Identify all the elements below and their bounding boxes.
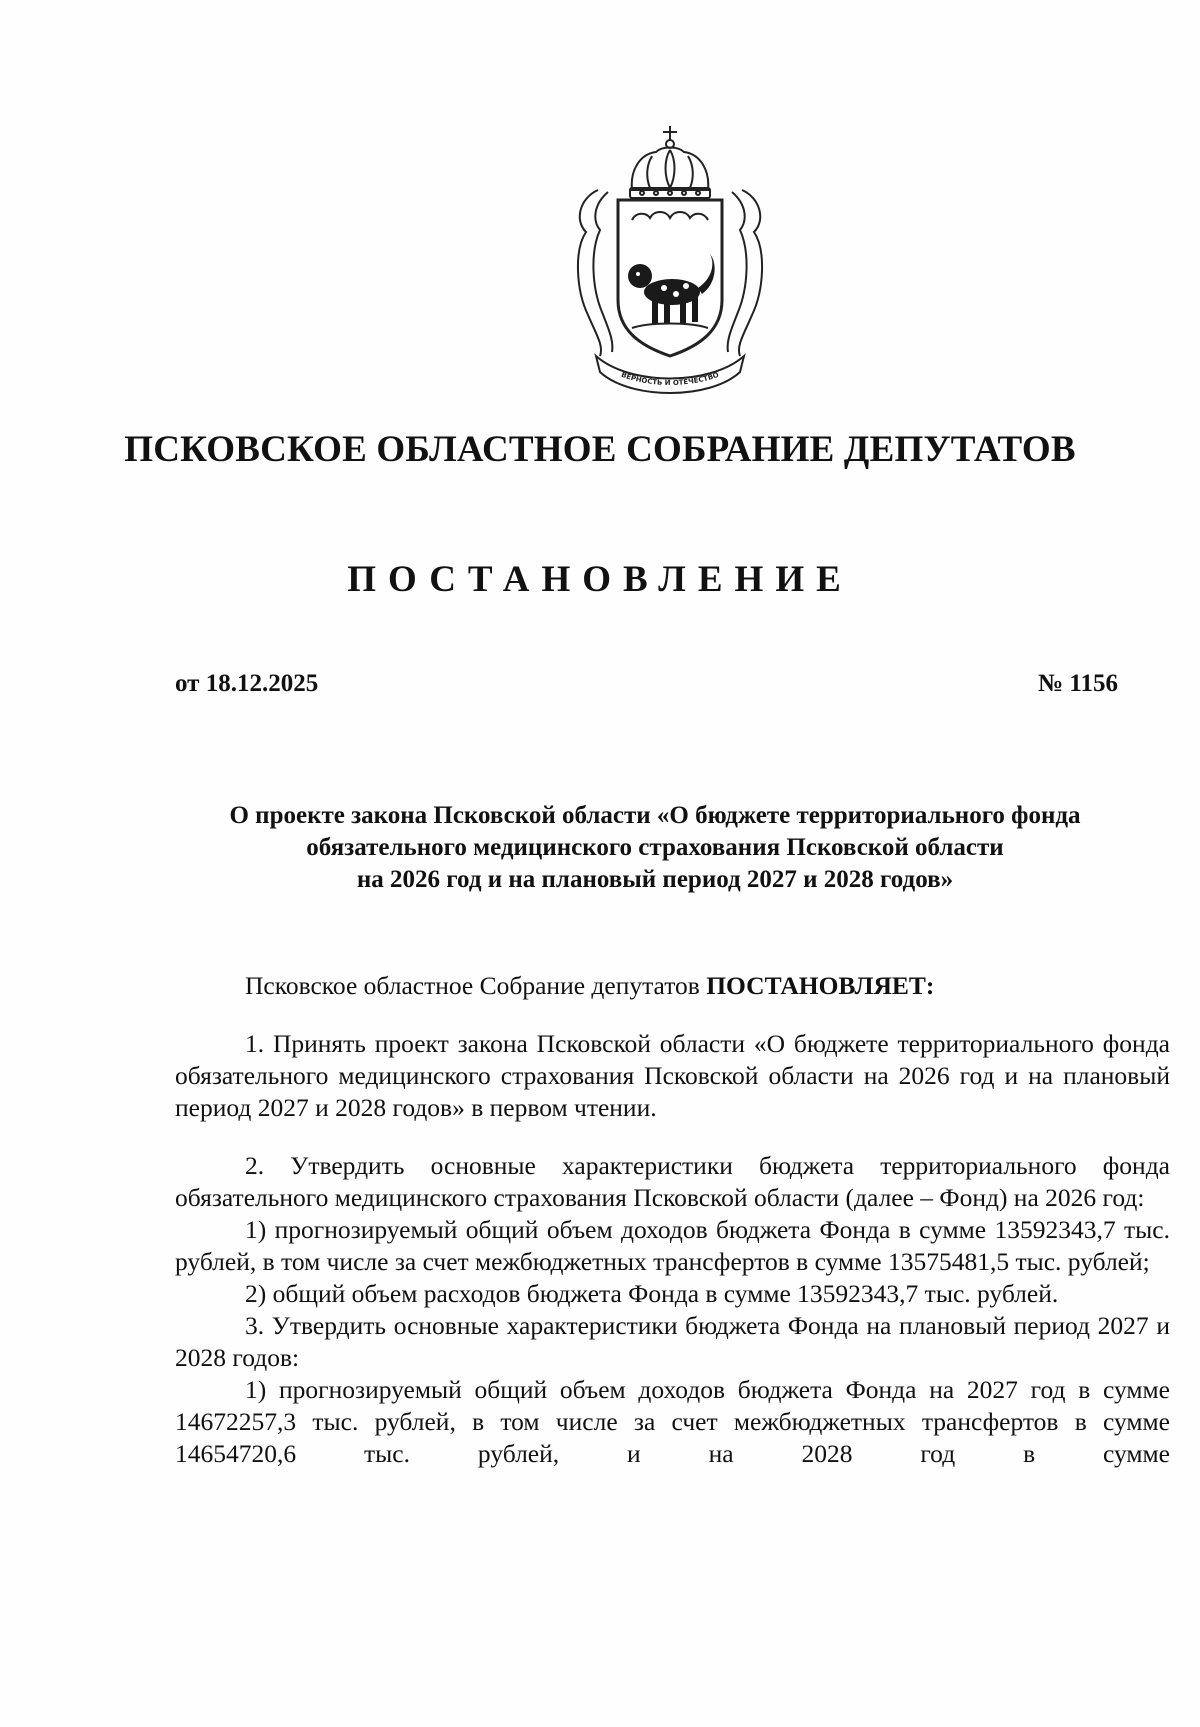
clause-1: 1. Принять проект закона Псковской области «О бюджете территориального фонда обязательного медицинского страхования Псковской области на 2026 год и на плановый период 2027 и 2028 годов» в первом чтении.	[175, 1029, 1170, 1122]
clause-2: 2. Утвердить основные характеристики бюджета территориального фонда обязательного медицинского страхования Псковской области (далее – Фонд) на 2026 год:	[175, 1151, 1170, 1212]
document-body	[175, 970, 1170, 1470]
document-number: № 1156	[1038, 670, 1118, 697]
clause-3: 3. Утвердить основные характеристики бюджета Фонда на плановый период 2027 и 2028 годов:	[175, 1311, 1170, 1372]
preamble-resolves: ПОСТАНОВЛЯЕТ:	[706, 971, 935, 1000]
document-type-title: ПОСТАНОВЛЕНИЕ	[347, 559, 853, 600]
organization-title: ПСКОВСКОЕ ОБЛАСТНОЕ СОБРАНИЕ ДЕПУТАТОВ	[124, 429, 1076, 470]
clause-3-subitem-1: 1) прогнозируемый общий объем доходов бюджета Фонда на 2027 год в сумме 14672257,3 тыс. рублей, в том числе за счет межбюджетных трансфертов в сумме 14654720,6 тыс. рублей, и на 2028 год в сумме	[175, 1375, 1170, 1468]
subject-line: О проекте закона Псковской области «О бюджете территориального фонда	[229, 802, 1081, 829]
preamble	[175, 970, 1170, 1002]
clause-2-subitem-1: 1) прогнозируемый общий объем доходов бюджета Фонда в сумме 13592343,7 тыс. рублей, в том числе за счет межбюджетных трансфертов в сумме 13575481,5 тыс. рублей;	[175, 1215, 1170, 1276]
subject-line: на 2026 год и на плановый период 2027 и 2028 годов»	[356, 866, 954, 893]
svg-text:ВЕРНОСТЬ И ОТЕЧЕСТВО: ВЕРНОСТЬ И ОТЕЧЕСТВО	[620, 370, 720, 388]
pskov-coat-of-arms-icon	[560, 120, 780, 400]
subject-line: обязательного медицинского страхования Псковской области	[306, 834, 1004, 861]
clause-2-subitem-2: 2) общий объем расходов бюджета Фонда в сумме 13592343,7 тыс. рублей.	[245, 1279, 1059, 1308]
document-date: от 18.12.2025	[175, 670, 319, 697]
document-subject	[150, 800, 1160, 896]
preamble-text: Псковское областное Собрание депутатов	[245, 971, 707, 1000]
